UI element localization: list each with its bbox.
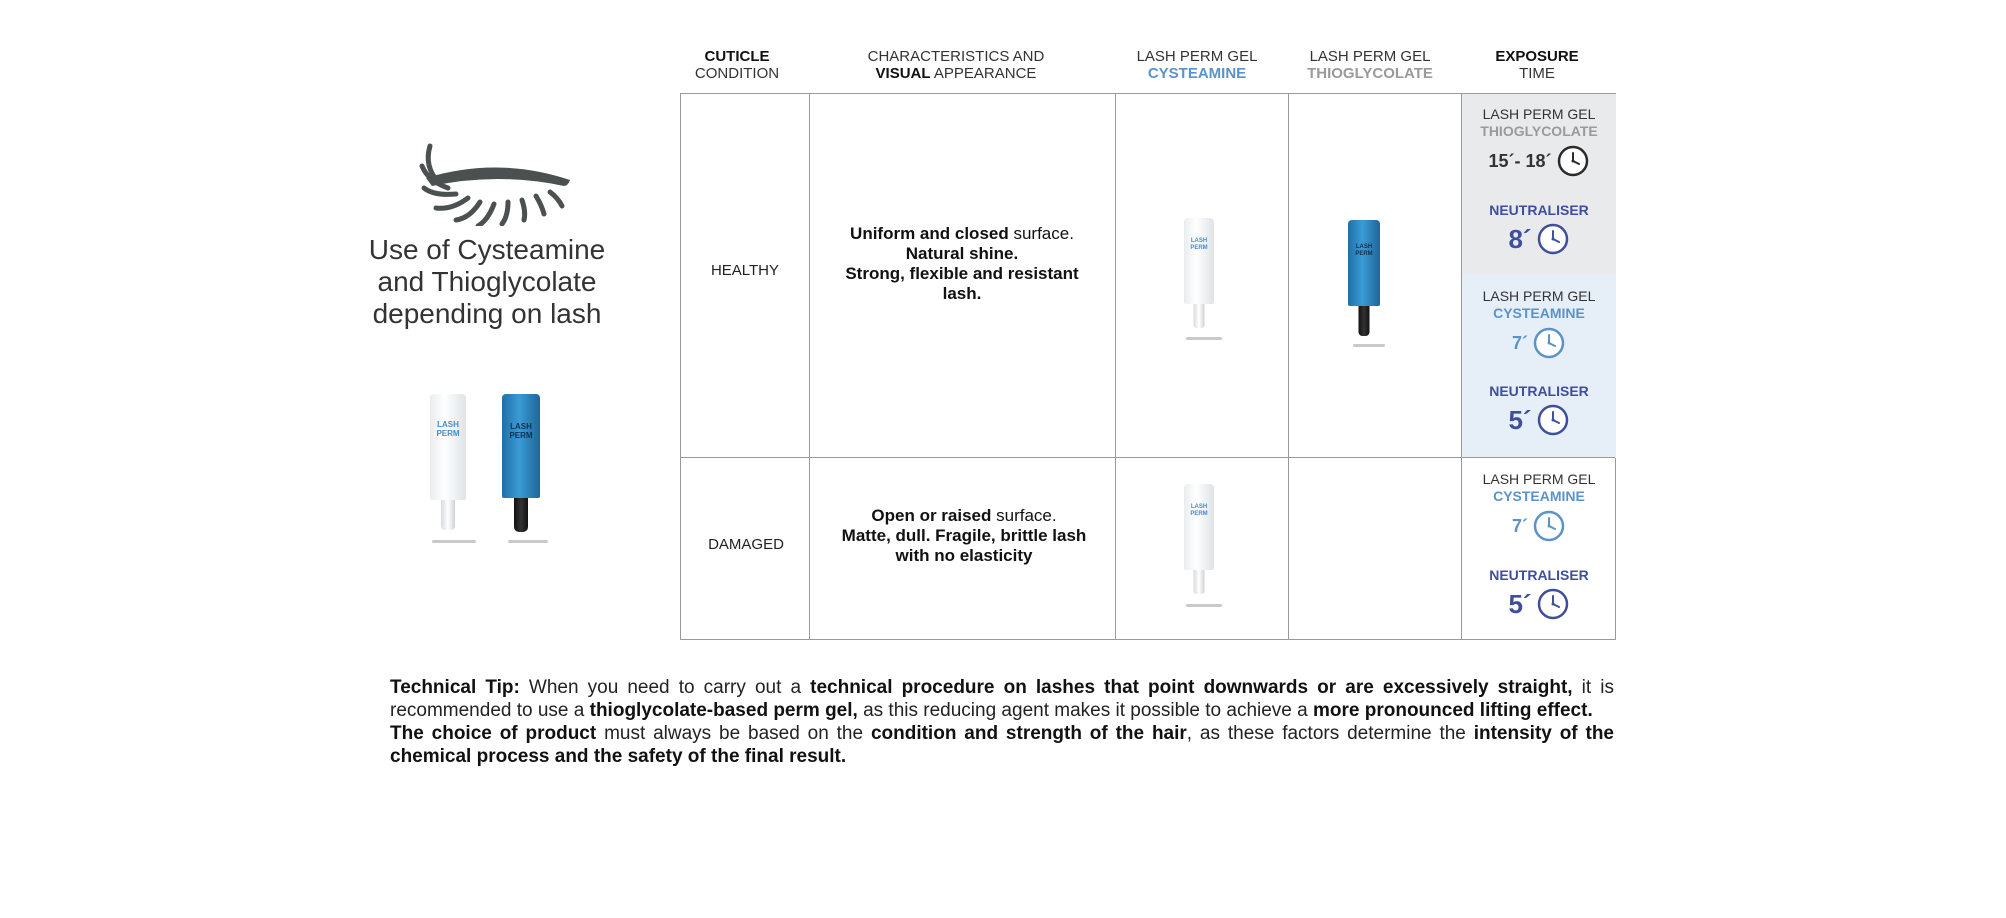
description-damaged-bold: Open or raised <box>871 506 992 525</box>
exposure-cyst-subtitle: CYSTEAMINE <box>1493 488 1585 504</box>
section-heading: Use of Cysteamine and Thioglycolate depending on lash <box>368 234 606 329</box>
tip-emphasis: intensity of the chemical process and the safety of the final result. <box>390 723 1614 767</box>
neutraliser-label: NEUTRALISER <box>1489 383 1589 399</box>
tip-emphasis: The choice of product <box>390 723 597 744</box>
column-header-cuticle <box>680 48 794 82</box>
column-header-characteristics-bold: VISUAL <box>875 65 931 82</box>
clock-icon <box>1536 403 1570 437</box>
clock-icon <box>1536 587 1570 621</box>
tip-label: Technical Tip: <box>390 677 520 698</box>
exposure-healthy-thio <box>1462 106 1616 178</box>
lash-perm-tube-blue-icon <box>1348 220 1380 306</box>
tip-paragraph-2 <box>390 722 1614 768</box>
description-healthy <box>825 224 1099 304</box>
description-damaged-line2: Matte, dull. Fragile, brittle lash with no elasticity <box>841 526 1087 565</box>
tube-label: LASH PERM <box>1355 244 1373 257</box>
neutraliser-label: NEUTRALISER <box>1489 202 1589 218</box>
exposure-cyst-title: LASH PERM GEL <box>1482 288 1596 304</box>
tip-paragraph-1 <box>390 676 1614 722</box>
description-damaged <box>831 506 1097 566</box>
exposure-thio-subtitle: THIOGLYCOLATE <box>1480 123 1598 139</box>
exposure-cyst-time: 7´ <box>1511 332 1528 353</box>
exposure-cyst-title: LASH PERM GEL <box>1482 471 1596 487</box>
column-header-exposure-line2: TIME <box>1519 65 1555 82</box>
tip-emphasis: thioglycolate-based perm gel, <box>589 700 858 721</box>
column-header-cuticle-line2: CONDITION <box>694 65 780 82</box>
left-panel <box>352 130 632 570</box>
exposure-healthy-neutraliser-1 <box>1462 202 1616 256</box>
column-header-exposure-line1: EXPOSURE <box>1495 48 1579 65</box>
clock-icon <box>1536 222 1570 256</box>
description-healthy-line2: Natural shine. <box>905 244 1019 263</box>
column-header-characteristics <box>816 48 1096 82</box>
column-header-characteristics-line1: CHARACTERISTICS AND <box>867 48 1045 65</box>
clock-icon <box>1532 509 1566 543</box>
tip-emphasis: condition and strength of the hair <box>870 723 1187 744</box>
tip-emphasis: more pronounced lifting effect. <box>1313 700 1593 721</box>
neutraliser-time: 5´ <box>1508 588 1532 619</box>
column-header-cysteamine-line2: CYSTEAMINE <box>1147 65 1247 82</box>
column-header-cysteamine-line1: LASH PERM GEL <box>1136 48 1258 65</box>
tip-text: , as these factors determine the <box>1186 723 1474 744</box>
technical-tip <box>390 676 1614 768</box>
column-header-thioglycolate-line2: THIOGLYCOLATE <box>1307 65 1433 82</box>
column-header-exposure <box>1462 48 1612 82</box>
tip-text: as this reducing agent makes it possible to achieve a <box>857 700 1313 721</box>
condition-healthy: HEALTHY <box>710 262 780 279</box>
clock-icon <box>1532 326 1566 360</box>
description-healthy-bold: Uniform and closed <box>850 224 1009 243</box>
tube-label: LASH PERM <box>1190 238 1208 251</box>
exposure-healthy-neutraliser-2 <box>1462 383 1616 437</box>
eyelash-icon <box>418 136 578 226</box>
lash-perm-tube-blue-icon <box>502 394 540 498</box>
clock-icon <box>1556 144 1590 178</box>
tip-emphasis: technical procedure on lashes that point downwards or are excessively straight, <box>810 677 1573 698</box>
condition-damaged: DAMAGED <box>708 536 784 553</box>
tube-label: LASH PERM <box>436 420 460 438</box>
neutraliser-label: NEUTRALISER <box>1489 567 1589 583</box>
description-healthy-rest: surface. <box>1008 224 1074 243</box>
exposure-cyst-time: 7´ <box>1511 515 1528 536</box>
comparison-table <box>680 93 1616 640</box>
exposure-damaged-cyst <box>1462 471 1616 543</box>
neutraliser-time: 5´ <box>1508 404 1532 435</box>
neutraliser-time: 8´ <box>1508 223 1532 254</box>
tip-text: must always be based on the <box>596 723 871 744</box>
exposure-thio-title: LASH PERM GEL <box>1482 106 1596 122</box>
lash-perm-tube-white-icon <box>430 394 466 500</box>
column-header-thioglycolate-line1: LASH PERM GEL <box>1309 48 1431 65</box>
exposure-cyst-subtitle: CYSTEAMINE <box>1493 305 1585 321</box>
exposure-thio-time: 15´- 18´ <box>1488 150 1552 171</box>
column-header-characteristics-rest: APPEARANCE <box>930 65 1037 82</box>
tip-text: it is recommended to use a <box>390 677 1614 721</box>
tube-label: LASH PERM <box>1190 504 1208 517</box>
lash-perm-tube-white-icon <box>1184 484 1214 570</box>
exposure-healthy-cyst <box>1462 288 1616 360</box>
exposure-damaged-neutraliser <box>1462 567 1616 621</box>
tube-label: LASH PERM <box>509 422 533 440</box>
description-healthy-line3: Strong, flexible and resistant lash. <box>845 264 1079 303</box>
column-header-thioglycolate <box>1285 48 1455 82</box>
column-header-cuticle-line1: CUTICLE <box>704 48 770 65</box>
lash-perm-tube-white-icon <box>1184 218 1214 304</box>
description-damaged-rest: surface. <box>991 506 1057 525</box>
column-header-cysteamine <box>1112 48 1282 82</box>
tip-text: When you need to carry out a <box>519 677 811 698</box>
